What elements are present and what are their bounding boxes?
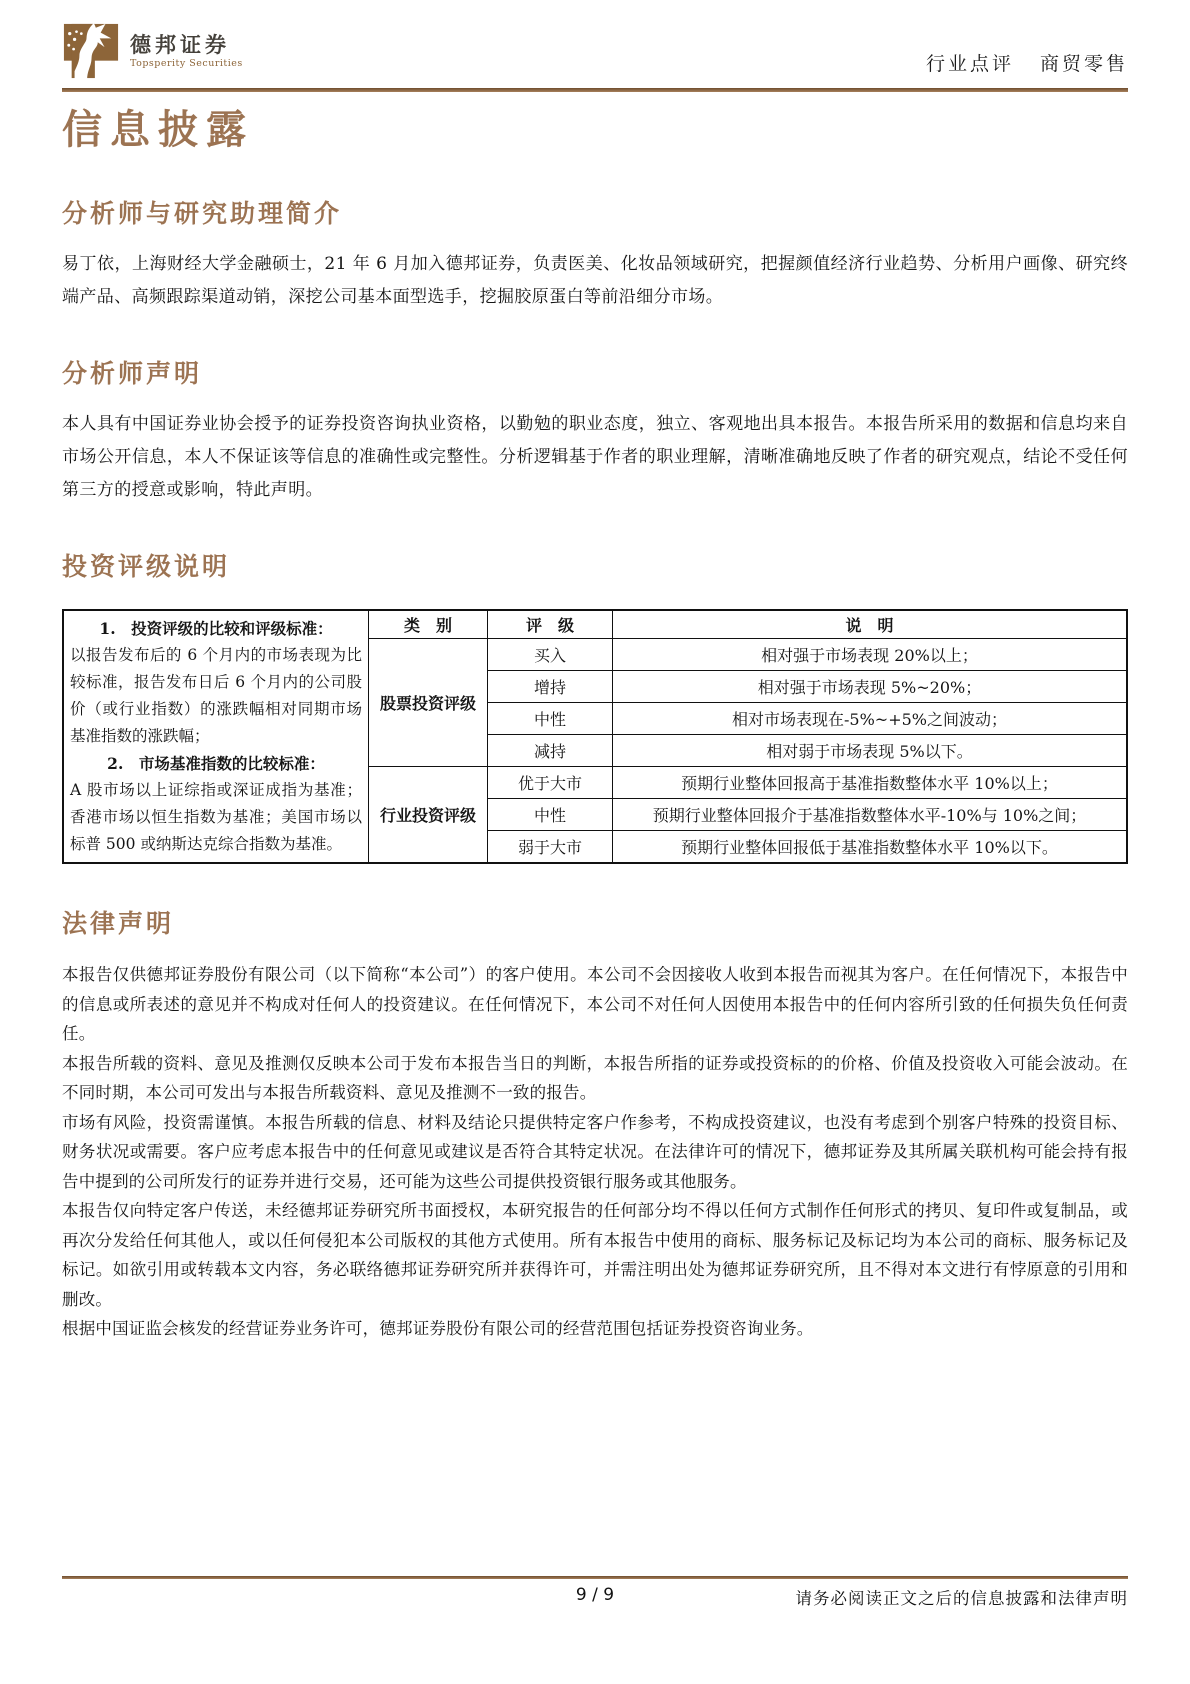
rating-neutral-industry-description: 预期行业整体回报介于基准指数整体水平-10%与 10%之间； xyxy=(613,799,1128,831)
legal-paragraph-5: 根据中国证监会核发的经营证券业务许可，德邦证券股份有限公司的经营范围包括证券投资咨询业务。 xyxy=(62,1319,814,1338)
section-heading-legal: 法律声明 xyxy=(62,909,175,938)
rating-table xyxy=(62,609,1128,864)
legal-paragraph-4: 本报告仅向特定客户传送，未经德邦证券研究所书面授权，本研究报告的任何部分均不得以任何方式制作任何形式的拷贝、复印件或复制品，或再次分发给任何其他人，或以任何侵犯本公司版权的其他方式使用。所有本报告中使用的商标、服务标记及标记均为本公司的商标、服务标记及标记。如欲引用或转载本文内容，务必联络德邦证券研究所并获得许可，并需注明出处为德邦证券研究所，且不得对本文进行有悖原意的引用和删改。 xyxy=(62,1201,1128,1309)
rating-underweight: 减持 xyxy=(488,735,613,767)
rating-underperform: 弱于大市 xyxy=(488,831,613,864)
legal-paragraph-1: 本报告仅供德邦证券股份有限公司（以下简称“本公司”）的客户使用。本公司不会因接收人收到本报告而视其为客户。在任何情况下，本报告中的信息或所表述的意见并不构成对任何人的投资建议。在任何情况下，本公司不对任何人因使用本报告中的任何内容所引致的任何损失负任何责任。 xyxy=(62,965,1128,1043)
report-type-label: 行业点评 xyxy=(925,53,1014,75)
legal-statement-block xyxy=(62,960,1128,1344)
sector-label: 商贸零售 xyxy=(1039,53,1128,75)
rating-overweight-description: 相对强于市场表现 5%~20%； xyxy=(613,671,1128,703)
section-heading-rating-explanation: 投资评级说明 xyxy=(62,552,231,581)
rating-buy: 买入 xyxy=(488,639,613,671)
column-header-rating: 评 级 xyxy=(488,610,613,639)
brand-name-cn: 德邦证券 xyxy=(130,31,230,57)
rating-outperform: 优于大市 xyxy=(488,767,613,799)
category-industry-rating: 行业投资评级 xyxy=(369,767,488,864)
rating-criteria-cell xyxy=(63,610,369,863)
page-title: 信息披露 xyxy=(62,106,254,153)
leopard-logo-icon xyxy=(62,22,120,80)
criteria-item-1-body: 以报告发布后的 6 个月内的市场表现为比较标准，报告发布日后 6 个月内的公司股价（或行业指数）的涨跌幅相对同期市场基准指数的涨跌幅； xyxy=(70,646,362,745)
report-type-sector xyxy=(926,49,1128,80)
criteria-item-2-title: 2. 市场基准指数的比较标准： xyxy=(107,754,325,773)
rating-underperform-description: 预期行业整体回报低于基准指数整体水平 10%以下。 xyxy=(613,831,1128,864)
rating-underweight-description: 相对弱于市场表现 5%以下。 xyxy=(613,735,1128,767)
page-footer xyxy=(62,1576,1128,1615)
rating-outperform-description: 预期行业整体回报高于基准指数整体水平 10%以上； xyxy=(613,767,1128,799)
brand-text xyxy=(130,33,243,70)
rating-neutral-stock: 中性 xyxy=(488,703,613,735)
criteria-item-2-body: A 股市场以上证综指或深证成指为基准；香港市场以恒生指数为基准；美国市场以标普 500 或纳斯达克综合指数为基准。 xyxy=(70,781,362,853)
page-number: 9 / 9 xyxy=(575,1585,615,1605)
criteria-item-1-title: 1. 投资评级的比较和评级标准： xyxy=(99,619,333,638)
analyst-intro-paragraph: 易丁依，上海财经大学金融硕士，21 年 6 月加入德邦证券，负责医美、化妆品领域研究，把握颜值经济行业趋势、分析用户画像、研究终端产品、高频跟踪渠道动销，深挖公司基本面型选手，挖掘胶原蛋白等前沿细分市场。 xyxy=(62,254,1128,307)
footer-disclaimer-note: 请务必阅读正文之后的信息披露和法律声明 xyxy=(795,1589,1128,1608)
column-header-description: 说 明 xyxy=(613,610,1128,639)
column-header-category: 类 别 xyxy=(369,610,488,639)
rating-overweight: 增持 xyxy=(488,671,613,703)
section-heading-analyst-statement: 分析师声明 xyxy=(62,359,203,388)
category-stock-rating: 股票投资评级 xyxy=(369,639,488,767)
section-heading-analyst-intro: 分析师与研究助理简介 xyxy=(62,199,343,228)
legal-paragraph-3: 市场有风险，投资需谨慎。本报告所载的信息、材料及结论只提供特定客户作参考，不构成投资建议，也没有考虑到个别客户特殊的投资目标、财务状况或需要。客户应考虑本报告中的任何意见或建议是否符合其特定状况。在法律许可的情况下，德邦证券及其所属关联机构可能会持有报告中提到的公司所发行的证券并进行交易，还可能为这些公司提供投资银行服务或其他服务。 xyxy=(62,1112,1128,1191)
brand-name-en: Topsperity Securities xyxy=(130,57,243,69)
legal-paragraph-2: 本报告所载的资料、意见及推测仅反映本公司于发布本报告当日的判断，本报告所指的证券或投资标的的价格、价值及投资收入可能会波动。在不同时期，本公司可发出与本报告所载资料、意见及推测不一致的报告。 xyxy=(62,1053,1128,1102)
rating-table-header-row xyxy=(63,610,1127,639)
analyst-statement-paragraph: 本人具有中国证券业协会授予的证券投资咨询执业资格，以勤勉的职业态度，独立、客观地出具本报告。本报告所采用的数据和信息均来自市场公开信息，本人不保证该等信息的准确性或完整性。分析逻辑基于作者的职业理解，清晰准确地反映了作者的研究观点，结论不受任何第三方的授意或影响，特此声明。 xyxy=(62,414,1128,500)
page-header xyxy=(0,0,1190,88)
rating-neutral-industry: 中性 xyxy=(488,799,613,831)
rating-neutral-stock-description: 相对市场表现在-5%~+5%之间波动； xyxy=(613,703,1128,735)
brand-logo xyxy=(62,22,243,80)
header-rule xyxy=(62,88,1128,92)
rating-buy-description: 相对强于市场表现 20%以上； xyxy=(613,639,1128,671)
footer-rule xyxy=(62,1576,1128,1579)
